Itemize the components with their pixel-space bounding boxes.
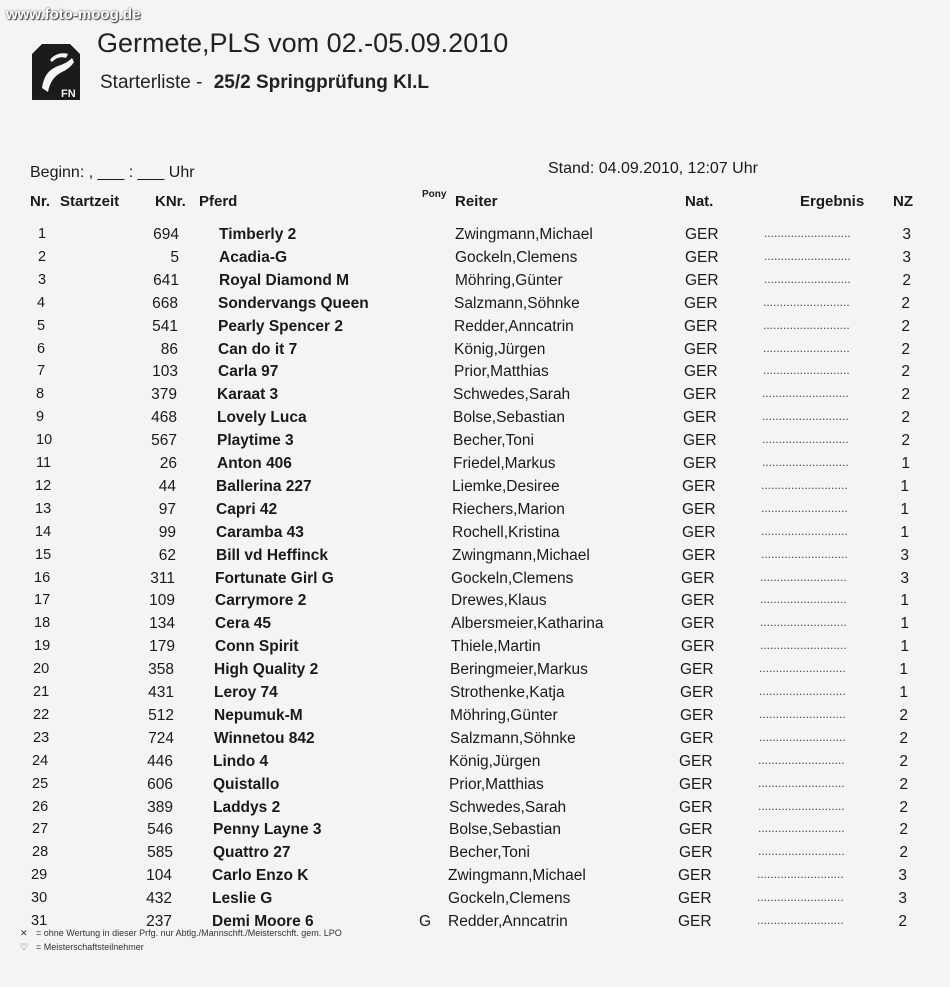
- row-ergebnis: ..........................: [764, 271, 851, 286]
- row-nr: 18: [34, 615, 51, 632]
- row-nz: 1: [900, 615, 909, 633]
- row-nz: 3: [898, 890, 907, 908]
- row-ergebnis: ..........................: [758, 752, 845, 767]
- row-knr: 99: [158, 523, 176, 541]
- row-nr: 17: [34, 592, 51, 609]
- row-nat: GER: [678, 890, 712, 908]
- row-nr: 15: [35, 546, 52, 563]
- row-reiter: Schwedes,Sarah: [449, 798, 567, 816]
- table-row: [0, 524, 950, 546]
- row-ergebnis: ..........................: [759, 729, 846, 744]
- row-reiter: Becher,Toni: [453, 432, 534, 450]
- table-row: [0, 478, 950, 500]
- row-ergebnis: ..........................: [758, 798, 845, 813]
- row-nz: 2: [899, 844, 908, 862]
- row-nat: GER: [684, 363, 718, 381]
- col-header-ergebnis: Ergebnis: [800, 193, 865, 210]
- row-pferd: Lindo 4: [213, 752, 269, 770]
- row-nat: GER: [681, 615, 715, 633]
- row-nat: GER: [685, 271, 719, 289]
- row-nz: 2: [901, 409, 910, 427]
- row-nz: 2: [901, 363, 910, 381]
- row-knr: 109: [149, 592, 175, 610]
- row-ergebnis: ..........................: [757, 867, 844, 882]
- row-knr: 606: [147, 775, 173, 793]
- row-knr: 358: [148, 661, 174, 679]
- row-reiter: Liemke,Desiree: [452, 477, 560, 495]
- row-nr: 29: [31, 867, 48, 884]
- row-nr: 19: [34, 638, 51, 655]
- row-nr: 28: [32, 844, 49, 861]
- row-nr: 16: [34, 569, 51, 586]
- row-nz: 3: [902, 226, 911, 243]
- row-pferd: Royal Diamond M: [219, 271, 350, 289]
- row-pferd: Ballerina 227: [216, 477, 312, 495]
- row-knr: 585: [147, 844, 173, 862]
- row-ergebnis: ..........................: [764, 226, 851, 240]
- row-reiter: König,Jürgen: [449, 752, 541, 770]
- row-nat: GER: [681, 569, 715, 587]
- table-row: [0, 455, 950, 477]
- row-knr: 44: [158, 477, 176, 495]
- row-nr: 2: [38, 248, 47, 265]
- row-nz: 2: [899, 798, 908, 816]
- row-pferd: Timberly 2: [219, 226, 297, 243]
- row-nz: 1: [900, 592, 909, 610]
- row-pferd: Pearly Spencer 2: [218, 317, 343, 335]
- row-knr: 134: [149, 615, 175, 633]
- row-knr: 567: [151, 432, 177, 450]
- row-knr: 103: [152, 363, 178, 381]
- table-row: [0, 799, 950, 821]
- row-pferd: Playtime 3: [217, 432, 294, 450]
- col-header-pony: Pony: [422, 189, 447, 200]
- row-reiter: Friedel,Markus: [453, 455, 556, 472]
- row-knr: 5: [170, 248, 179, 266]
- row-knr: 432: [146, 890, 172, 908]
- row-reiter: Thiele,Martin: [451, 638, 541, 656]
- row-nr: 26: [32, 798, 49, 815]
- row-knr: 694: [153, 226, 179, 243]
- row-nz: 1: [899, 661, 908, 679]
- row-pony: G: [419, 913, 432, 930]
- row-reiter: Möhring,Günter: [455, 271, 563, 289]
- row-ergebnis: ..........................: [762, 386, 849, 401]
- row-nat: GER: [680, 661, 714, 679]
- row-nz: 3: [898, 867, 907, 885]
- col-header-knr: KNr.: [155, 193, 186, 210]
- row-nr: 22: [33, 706, 50, 723]
- footer-note-2: = Meisterschaftsteilnehmer: [36, 942, 144, 952]
- row-reiter: Drewes,Klaus: [451, 592, 547, 610]
- row-ergebnis: ..........................: [761, 546, 848, 561]
- row-ergebnis: ..........................: [760, 592, 847, 607]
- row-knr: 446: [147, 752, 173, 770]
- row-nz: 2: [901, 386, 910, 404]
- row-nz: 2: [901, 317, 910, 335]
- table-row: [0, 730, 950, 752]
- row-nat: GER: [679, 821, 713, 839]
- row-nat: GER: [679, 844, 713, 862]
- status-timestamp: Stand: 04.09.2010, 12:07 Uhr: [548, 160, 758, 177]
- row-pferd: Carlo Enzo K: [212, 867, 309, 885]
- row-knr: 641: [153, 271, 179, 289]
- row-ergebnis: ..........................: [761, 477, 848, 492]
- row-reiter: Becher,Toni: [449, 844, 530, 862]
- row-nat: GER: [681, 592, 715, 610]
- row-ergebnis: ..........................: [761, 500, 848, 515]
- row-ergebnis: ..........................: [760, 615, 847, 630]
- row-pferd: Capri 42: [216, 500, 278, 518]
- row-knr: 97: [158, 500, 176, 518]
- row-reiter: Prior,Matthias: [449, 775, 544, 793]
- row-ergebnis: ..........................: [762, 455, 849, 469]
- row-reiter: Prior,Matthias: [454, 363, 549, 381]
- row-nr: 4: [37, 294, 46, 311]
- row-ergebnis: ..........................: [758, 821, 845, 836]
- row-reiter: Bolse,Sebastian: [449, 821, 562, 839]
- row-ergebnis: ..........................: [758, 775, 845, 790]
- table-row: [0, 890, 950, 912]
- row-pferd: High Quality 2: [214, 661, 319, 679]
- row-nat: GER: [685, 248, 719, 266]
- row-reiter: Gockeln,Clemens: [448, 890, 571, 908]
- table-row: [0, 501, 950, 523]
- row-nz: 2: [899, 821, 908, 839]
- row-ergebnis: ..........................: [764, 248, 851, 263]
- row-nr: 10: [36, 432, 53, 449]
- row-reiter: Gockeln,Clemens: [455, 248, 578, 266]
- row-ergebnis: ..........................: [759, 684, 846, 698]
- row-pferd: Karaat 3: [217, 386, 279, 404]
- row-nr: 27: [32, 821, 49, 838]
- row-knr: 86: [160, 340, 178, 358]
- row-nat: GER: [685, 226, 719, 243]
- row-nat: GER: [682, 546, 716, 564]
- row-nat: GER: [679, 798, 713, 816]
- row-knr: 541: [152, 317, 178, 335]
- page-subtitle: [100, 72, 429, 94]
- row-knr: 431: [148, 684, 174, 701]
- row-reiter: Gockeln,Clemens: [451, 569, 574, 587]
- row-ergebnis: ..........................: [757, 890, 844, 905]
- row-reiter: Salzmann,Söhnke: [454, 294, 580, 312]
- row-nz: 1: [900, 638, 909, 656]
- row-reiter: Strothenke,Katja: [450, 684, 565, 701]
- row-knr: 311: [150, 569, 175, 587]
- row-nat: GER: [682, 523, 716, 541]
- row-pferd: Laddys 2: [213, 798, 281, 816]
- row-knr: 104: [146, 867, 172, 885]
- row-reiter: Beringmeier,Markus: [450, 661, 588, 679]
- row-pferd: Conn Spirit: [215, 638, 299, 656]
- table-row: [0, 753, 950, 775]
- row-nz: 2: [898, 913, 907, 930]
- row-nz: 2: [901, 432, 910, 450]
- row-nr: 11: [36, 455, 52, 471]
- row-nat: GER: [684, 317, 718, 335]
- table-row: [0, 707, 950, 729]
- row-nat: GER: [678, 867, 712, 885]
- row-ergebnis: ..........................: [763, 340, 850, 355]
- row-reiter: Redder,Anncatrin: [454, 317, 574, 335]
- row-pferd: Carrymore 2: [215, 592, 307, 610]
- no-score-icon: ✕: [20, 928, 28, 938]
- row-knr: 668: [152, 294, 178, 312]
- row-reiter: Bolse,Sebastian: [453, 409, 566, 427]
- table-row: [0, 226, 950, 248]
- col-header-nr: Nr.: [30, 193, 51, 210]
- row-nr: 24: [32, 752, 49, 769]
- row-knr: 512: [148, 706, 174, 724]
- table-row: [0, 341, 950, 363]
- row-nz: 2: [899, 706, 908, 724]
- col-header-reiter: Reiter: [455, 193, 498, 210]
- row-nr: 25: [32, 775, 49, 792]
- row-nat: GER: [683, 409, 717, 427]
- table-row: [0, 615, 950, 637]
- row-nr: 6: [37, 340, 46, 357]
- fn-logo-icon: [28, 40, 84, 102]
- table-row: [0, 295, 950, 317]
- col-header-nat: Nat.: [685, 193, 714, 210]
- table-row: [0, 272, 950, 294]
- row-knr: 179: [149, 638, 175, 656]
- row-nz: 2: [901, 294, 910, 312]
- row-ergebnis: ..........................: [763, 317, 850, 332]
- row-pferd: Leroy 74: [214, 684, 278, 701]
- subtitle-prefix: Starterliste -: [100, 72, 203, 93]
- row-reiter: König,Jürgen: [454, 340, 546, 358]
- row-nz: 2: [902, 271, 911, 289]
- row-nr: 14: [35, 523, 52, 540]
- row-knr: 26: [159, 455, 177, 472]
- table-row: [0, 867, 950, 889]
- row-nat: GER: [682, 477, 716, 495]
- row-nat: GER: [683, 455, 717, 472]
- row-pferd: Winnetou 842: [214, 729, 315, 747]
- table-row: [0, 592, 950, 614]
- row-nz: 2: [899, 729, 908, 747]
- row-pferd: Carla 97: [218, 363, 279, 381]
- row-nr: 9: [36, 409, 45, 426]
- footer-note-1: = ohne Wertung in dieser Prfg. nur Abtlg./Mannschft./Meisterschft. gem. LPO: [36, 928, 342, 938]
- row-pferd: Caramba 43: [216, 523, 304, 541]
- table-row: [0, 570, 950, 592]
- row-nat: GER: [683, 432, 717, 450]
- row-nr: 23: [33, 729, 50, 746]
- row-reiter: Zwingmann,Michael: [452, 546, 590, 564]
- row-knr: 379: [151, 386, 177, 404]
- row-nr: 30: [31, 890, 48, 907]
- row-knr: 724: [148, 729, 174, 747]
- row-nz: 2: [899, 775, 908, 793]
- row-nz: 3: [900, 569, 909, 587]
- table-row: [0, 409, 950, 431]
- row-nr: 7: [37, 363, 46, 380]
- row-nz: 1: [900, 477, 909, 495]
- row-ergebnis: ..........................: [760, 569, 847, 584]
- col-header-startzeit: Startzeit: [60, 193, 120, 210]
- row-nz: 3: [902, 248, 911, 266]
- row-ergebnis: ..........................: [759, 661, 846, 676]
- svg-text:FN: FN: [61, 88, 76, 100]
- row-ergebnis: ..........................: [757, 913, 844, 927]
- table-row: [0, 249, 950, 271]
- table-row: [0, 432, 950, 454]
- row-reiter: Rochell,Kristina: [452, 523, 560, 541]
- row-pferd: Nepumuk-M: [214, 706, 303, 724]
- row-reiter: Schwedes,Sarah: [453, 386, 571, 404]
- row-knr: 468: [151, 409, 177, 427]
- row-knr: 62: [158, 546, 176, 564]
- row-nat: GER: [680, 684, 714, 701]
- row-nat: GER: [678, 913, 712, 930]
- row-ergebnis: ..........................: [763, 363, 850, 378]
- watermark: www.foto-moog.de: [6, 6, 141, 23]
- row-ergebnis: ..........................: [761, 523, 848, 538]
- row-knr: 546: [147, 821, 173, 839]
- row-pferd: Bill vd Heffinck: [216, 546, 328, 564]
- page-title: Germete,PLS vom 02.-05.09.2010: [97, 28, 509, 58]
- table-row: [0, 363, 950, 385]
- row-ergebnis: ..........................: [762, 409, 849, 424]
- row-reiter: Zwingmann,Michael: [448, 867, 586, 885]
- row-reiter: Möhring,Günter: [450, 706, 558, 724]
- row-nz: 2: [901, 340, 910, 358]
- table-row: [0, 386, 950, 408]
- row-pferd: Anton 406: [217, 455, 292, 472]
- row-reiter: Riechers,Marion: [452, 500, 565, 518]
- row-pferd: Quattro 27: [213, 844, 291, 862]
- championship-icon: ♡: [20, 942, 29, 952]
- row-ergebnis: ..........................: [759, 706, 846, 721]
- table-row: [0, 844, 950, 866]
- row-ergebnis: ..........................: [760, 638, 847, 653]
- row-pferd: Fortunate Girl G: [215, 569, 334, 587]
- table-row: [0, 821, 950, 843]
- row-nr: 3: [38, 271, 47, 288]
- row-nz: 1: [901, 455, 910, 472]
- row-pferd: Lovely Luca: [217, 409, 307, 427]
- row-nz: 3: [900, 546, 909, 564]
- row-nr: 21: [33, 684, 50, 700]
- row-nat: GER: [682, 500, 716, 518]
- row-nz: 2: [899, 752, 908, 770]
- col-header-pferd: Pferd: [199, 193, 238, 210]
- row-nat: GER: [681, 638, 715, 656]
- row-reiter: Salzmann,Söhnke: [450, 729, 576, 747]
- row-nz: 1: [900, 523, 909, 541]
- row-nr: 8: [36, 386, 45, 403]
- col-header-nz: NZ: [893, 193, 913, 210]
- row-nr: 20: [33, 661, 50, 678]
- row-pferd: Demi Moore 6: [212, 913, 314, 930]
- row-knr: 389: [147, 798, 173, 816]
- row-ergebnis: ..........................: [762, 432, 849, 447]
- row-nat: GER: [680, 729, 714, 747]
- table-row: [0, 661, 950, 683]
- row-ergebnis: ..........................: [763, 294, 850, 309]
- row-pferd: Cera 45: [215, 615, 272, 633]
- row-nat: GER: [679, 775, 713, 793]
- table-row: [0, 318, 950, 340]
- row-nr: 1: [38, 226, 47, 242]
- row-nat: GER: [684, 340, 718, 358]
- row-nz: 1: [899, 684, 908, 701]
- row-pferd: Can do it 7: [218, 340, 298, 358]
- row-reiter: Redder,Anncatrin: [448, 913, 568, 930]
- row-nr: 31: [31, 913, 48, 929]
- row-nr: 12: [35, 477, 52, 494]
- row-pferd: Quistallo: [213, 775, 280, 793]
- row-nz: 1: [900, 500, 909, 518]
- start-time-field: Beginn: , ___ : ___ Uhr: [30, 164, 195, 181]
- row-nr: 13: [35, 500, 52, 517]
- row-pferd: Sondervangs Queen: [218, 294, 369, 312]
- row-knr: 237: [146, 913, 172, 930]
- row-nat: GER: [679, 752, 713, 770]
- row-reiter: Albersmeier,Katharina: [451, 615, 604, 633]
- row-pferd: Leslie G: [212, 890, 273, 908]
- row-reiter: Zwingmann,Michael: [455, 226, 593, 243]
- row-pferd: Acadia-G: [219, 248, 288, 266]
- table-row: [0, 638, 950, 660]
- row-nat: GER: [684, 294, 718, 312]
- table-row: [0, 776, 950, 798]
- row-pferd: Penny Layne 3: [213, 821, 322, 839]
- row-ergebnis: ..........................: [758, 844, 845, 859]
- competition-name: 25/2 Springprüfung Kl.L: [213, 72, 430, 93]
- row-nat: GER: [680, 706, 714, 724]
- row-nat: GER: [683, 386, 717, 404]
- table-row: [0, 547, 950, 569]
- row-nr: 5: [37, 317, 46, 334]
- table-row: [0, 684, 950, 706]
- footer-notes: [20, 928, 342, 956]
